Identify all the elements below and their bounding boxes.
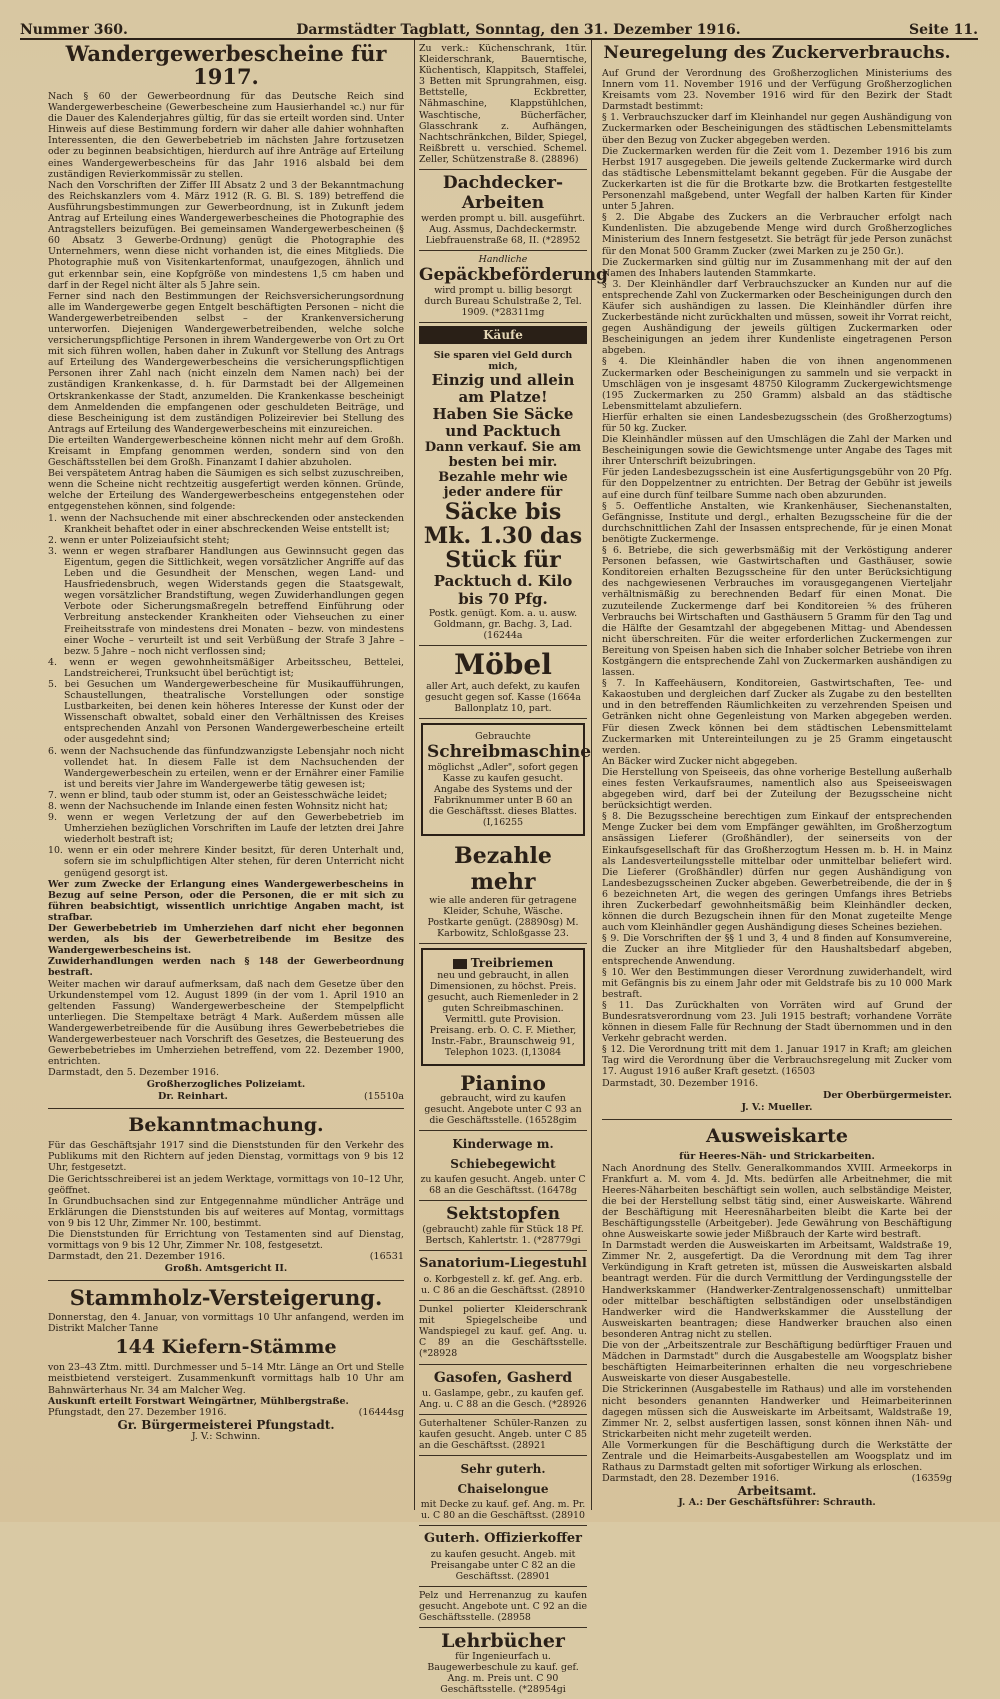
- ad-schreibmaschine: [421, 723, 592, 836]
- ad-text: neu und gebraucht, in allen Dimensionen, zu höchst. Preis. gesucht, auch Riemenleder in 2 guten Schreibmaschinen. Vermittl. gute Provision. Preisang. erb. O. C. F. Miether, Instr.-Fabr., Braunschweig 91, Telephon 1023. (I,13084: [427, 970, 579, 1059]
- ad-text: gebraucht, wird zu kaufen gesucht. Angebote unter C 93 an die Geschäftsstelle. (16528gim: [424, 1093, 582, 1127]
- column-ads: [414, 40, 608, 1696]
- list-item: 6. wenn der Nachsuchende das fünfundzwanzigste Lebensjahr noch nicht vollendet hat. In diesem Falle ist dem Nachsuchenden der Wandergewerbeschein zu erteilen, wenn er der Ernährer einer Familie ist und bereits vier Jahre im Wandergewerbe tätig gewesen ist;: [48, 745, 404, 790]
- signature-date: Pfungstadt, den 27. Dezember 1916.: [48, 1406, 227, 1418]
- ad-title: Gasofen, Gasherd: [433, 1369, 573, 1386]
- ad-title: Kinderwage m. Schiebegewicht: [450, 1137, 556, 1172]
- paragraph: von 23–43 Ztm. mittl. Durchmesser und 5–14 Mtr. Länge an Ort und Stelle meistbietend versteigert. Zusammenkunft vormittags halb 10 Uhr am Bahnwärterhaus Nr. 34 am Malcher Weg.: [48, 1362, 404, 1396]
- ad-text: Angabe des Systems und der Fabriknummer unter B 60 an die Geschäftsst. dieses Blattes. (I,16255: [429, 784, 577, 829]
- ad-bezahle-mehr: [419, 840, 587, 944]
- signature-date: Darmstadt, den 28. Dezember 1916.: [602, 1473, 780, 1485]
- ad-text: werden prompt u. bill. ausgeführt. Aug. Assmus, Dachdeckermstr. Liebfrauenstraße 68, II. (*28952: [420, 213, 586, 247]
- list-item: 5. bei Gesuchen um Wandergewerbescheine für Musikaufführungen, Schaustellungen, theatralische Vorstellungen oder sonstige Lustbarkeiten, bei denen kein höheres Interesse der Kunst oder der Wissenschaft obwaltet, sobald einer den Verhältnissen des Kreises entsprechenden Anzahl von Personen Wandergewerbescheine erteilt oder ausgedehnt sind;: [48, 678, 404, 746]
- paragraph: Die Gerichtsschreiberei ist an jedem Werktage, vormittags von 10–12 Uhr, geöffnet.: [48, 1173, 404, 1196]
- page-number: Seite 11.: [909, 22, 978, 38]
- paragraph: Auf Grund der Verordnung des Großherzoglichen Ministeriums des Innern vom 11. November 1916 und der Verfügung Großherzoglichen Kreisamts vom 23. November 1916 wird für den Bezirk der Stadt Darmstadt bestimmt:: [602, 68, 952, 113]
- paragraph: Für jeden Landesbezugsschein ist eine Ausfertigungsgebühr von 20 Pfg. für den Doppelzentner zu entrichten. Der Betrag der Gebühr ist jeweils auf eine durch fünf teilbare Summe nach oben abzurunden.: [602, 467, 952, 501]
- signature-date: Darmstadt, den 21. Dezember 1916.: [48, 1251, 226, 1263]
- masthead-line: Darmstädter Tagblatt, Sonntag, den 31. Dezember 1916.: [296, 22, 741, 38]
- ad-saecke: [419, 347, 587, 646]
- paragraph: § 11. Das Zurückhalten von Vorräten wird auf Grund der Bundesratsverordnung vom 23. Juli 1915 bestraft; vorhandene Vorräte können in diesem Falle für Rechnung der Stadt übernommen und in den Verkehr gebracht werden.: [602, 999, 952, 1045]
- ad-gepaeck: [419, 251, 608, 323]
- ad-text: (gebraucht) zahle für Stück 18 Pf. Bertsch, Kahlertstr. 1. (*28779gi: [422, 1224, 584, 1247]
- article-title-ausweiskarte: Ausweiskarte: [706, 1124, 848, 1147]
- ad-title: Bezahle mehr: [454, 843, 552, 896]
- ad-offizierkoffer: [419, 1526, 587, 1587]
- paragraph: Ferner sind nach den Bestimmungen der Reichsversicherungsordnung alle im Wandergewerbe gegen Entgelt beschäftigten Personen – nicht die Wandergewerbetreibenden selbst – der Krankenversicherung unterworfen. Diejenigen Wandergewerbetreibenden, welche solche versicherungspflichtige Personen in ihrem Wandergewerbe von Ort zu Ort mit sich führen wollen, haben daher in Zukunft vor Stellung des Antrags auf Erteilung des Wandergewerbescheins die versicherungspflichtigen Personen ihrer Zahl nach (nicht einzeln dem Namen nach) bei der zuständigen Krankenkasse, d. h. für Darmstadt bei der Allgemeinen Ortskrankenkasse der Stadt, anzumelden. Die Krankenkasse bescheinigt dem Anmeldenden die empfangenen oder geschuldeten Beiträge, und diese Bescheinigung ist dem zuständigen Polizeirevier bei Stellung des Antrags auf Erteilung des Wandergewerbescheins mit einzureichen.: [48, 290, 404, 435]
- paragraph: In Grundbuchsachen sind zur Entgegennahme mündlicher Anträge und Erklärungen die Dienststunden bis auf weiteres auf Montag, vormittags von 9 bis 12 Uhr, Zimmer Nr. 100, bestimmt.: [48, 1195, 404, 1229]
- paragraph: § 2. Die Abgabe des Zuckers an die Verbraucher erfolgt nach Kundenlisten. Die abzugebende Menge wird durch Großherzogliches Ministerium des Innern festgesetzt. Sie beträgt für jede Person zunächst für den Monat 500 Gramm Zucker (zwei Marken zu je 250 Gr.).: [602, 212, 952, 257]
- list-item: 10. wenn er ein oder mehrere Kinder besitzt, für deren Unterhalt und, sofern sie im schulpflichtigen Alter stehen, für deren Unterricht nicht genügend gesorgt ist.: [48, 845, 404, 879]
- paragraph: § 4. Die Kleinhändler haben die von ihnen angenommenen Zuckermarken oder Bescheinigungen zu sammeln und sie verpackt in Umschlägen von je insgesamt 48750 Kilogramm Zuckergewichtsmenge (195 Zuckermarken zu 250 Gramm) alsbald an das städtische Lebensmittelamt abzuliefern.: [602, 356, 952, 412]
- ad-moebel: [419, 646, 587, 719]
- headline-kiefern: 144 Kiefern-Stämme: [115, 1336, 337, 1359]
- paragraph: Die von der „Arbeitszentrale zur Beschäftigung bedürftiger Frauen und Mädchen in Darmstadt" durch die Ausgabestelle am Woogsplatz bisher beschäftigten Heimarbeiterinnen erhalten die neu vorgeschriebene Ausweiskarte von dieser Ausgabestelle.: [602, 1340, 952, 1385]
- signature-office: Großherzogliches Polizeiamt.: [146, 1079, 306, 1091]
- ad-text: wird prompt u. billig besorgt durch Bureau Schulstraße 2, Tel. 1909. (*28311mg: [424, 285, 582, 319]
- page-header: [20, 14, 978, 40]
- list-item: 3. wenn er wegen strafbarer Handlungen aus Gewinnsucht gegen das Eigentum, gegen die Sittlichkeit, wegen vorsätzlicher Angriffe auf das Leben und die Gesundheit der Menschen, wegen Land- und Hausfriedensbruch, wegen Widerstands gegen die Staatsgewalt, wegen vorsätzlicher Brandstiftung, wegen Zuwiderhandlungen gegen Verbote oder Sicherungsmaßregeln betreffend Einführung oder Verbreitung ansteckender Krankheiten oder Viehseuchen zu einer Freiheitsstrafe von mindestens drei Monaten – bezw. von mindestens einer Woche – verurteilt ist und seit Verbüßung der Strafe 3 Jahre – bezw. 5 Jahre – noch nicht verflossen sind;: [48, 545, 404, 657]
- ad-title: Möbel: [454, 648, 552, 682]
- paragraph: Die Strickerinnen (Ausgabestelle im Rathaus) und alle im vorstehenden nicht besonders genannten Handwerker und Heimarbeiterinnen dagegen müssen sich die Ausweiskarte im Arbeitsamt, Waldstraße 19, Zimmer Nr. 2, selbst ausfertigen lassen, sonst können ihnen Näh- und Strickarbeiten nicht mehr zugeteilt werden.: [602, 1384, 952, 1440]
- ad-lehrbuecher: [419, 1628, 587, 1699]
- signature-name: Dr. Reinhart.: [158, 1091, 228, 1103]
- paragraph: Auskunft erteilt Forstwart Weingärtner, Mühlbergstraße.: [48, 1395, 349, 1407]
- article-title-bekanntmachung: Bekanntmachung.: [128, 1114, 324, 1137]
- ad-title: Sanatorium-Liegestuhl: [419, 1256, 587, 1272]
- ad-pelz: [419, 1587, 587, 1628]
- ad-text: u. Gaslampe, gebr., zu kaufen gef. Ang. u. C 88 an die Gesch. (*28926: [419, 1387, 587, 1410]
- ad-text: Dunkel polierter Kleiderschrank mit Spiegelscheibe und Wandspiegel zu kauf. gef. Ang. u. C 89 an die Geschäftsstelle. (*28928: [419, 1304, 587, 1360]
- ad-text: Bezahle mehr wie jeder andere für: [438, 470, 568, 501]
- paragraph: § 7. In Kaffeehäusern, Konditoreien, Gastwirtschaften, Tee- und Kakaostuben und dergleichen darf Zucker als Zugabe zu den bestellten und in den betreffenden Räumlichkeiten zu verzehrenden Speisen und Getränken nicht ohne Gegenleistung von Marken abgegeben werden. Für diesen Zweck können bei dem städtischen Lebensmittelamt Zuckermarken mit Untereinteilungen zu je 25 Gramm eingetauscht werden.: [602, 678, 952, 756]
- list-item: 8. wenn der Nachsuchende im Inlande einen festen Wohnsitz nicht hat;: [48, 801, 388, 812]
- ad-title: Schreibmaschine: [427, 742, 592, 763]
- signature-name: J. V.: Schwinn.: [191, 1430, 261, 1442]
- section-header-kaeufe: Käufe: [419, 326, 587, 344]
- ad-chaiselongue: [419, 1456, 587, 1526]
- paragraph: Nach § 60 der Gewerbeordnung für das Deutsche Reich sind Wandergewerbescheine (Gewerbescheine zum Hausierhandel ꝛc.) nur für die Dauer des Kalenderjahres gültig, für das sie erteilt worden sind. Unter Hinweis auf diese Bestimmung fordern wir daher alle dahier wohnhaften Interessenten, die den Gewerbebetrieb im nächsten Jahre fortzusetzen oder zu beginnen beabsichtigen, hierdurch auf ihre Anträge auf Erteilung eines Wandergewerbescheins für das Jahr 1916 alsbald bei dem zuständigen Revierkommissär zu stellen.: [48, 91, 404, 180]
- ad-text: zu kaufen gesucht. Angeb. unter C 68 an die Geschäftsst. (16478g: [420, 1174, 586, 1197]
- paragraph: Weiter machen wir darauf aufmerksam, daß nach dem Gesetze über den Urkundenstempel vom 12. August 1899 (in der vom 1. April 1910 an geltenden Fassung) Wandergewerbescheine der Stempelpflicht unterliegen. Die Stempeltaxe beträgt 4 Mark. Außerdem müssen alle Wandergewerbetreibende für die Ausübung ihres Gewerbebetriebes die Wandergewerbesteuer nach Vorschrift des Gesetzes, die Besteuerung des Gewerbebetriebes im Umherziehen betreffend, vom 22. Dezember 1900, entrichten.: [48, 978, 404, 1068]
- list-item: 9. wenn er wegen Verletzung der auf den Gewerbebetrieb im Umherziehen bezüglichen Vorschriften im Laufe der letzten drei Jahre wiederholt bestraft ist;: [48, 812, 404, 846]
- list-item: 2. wenn er unter Polizeiaufsicht steht;: [48, 534, 230, 546]
- paragraph: Zuwiderhandlungen werden nach § 148 der Gewerbeordnung bestraft.: [48, 956, 404, 979]
- ad-text: Zu verk.: Küchenschrank, 1tür. Kleiderschrank, Bauerntische, Küchentisch, Klappitsch, Staffelei, 3 Betten mit Sprungrahmen, eisg. Bettstelle, Eckbretter, Nähmaschine, Klappstühlchen, Waschtische, Bücherfächer, Glasschrank z. Aufhängen, Nachtschränkchen, Bilder, Spiegel, Reißbrett u. verschied. Schemel. Zeller, Schützenstraße 8. (28896): [419, 43, 587, 165]
- paragraph: Die Dienststunden für Errichtung von Testamenten sind auf Dienstag, vormittags von 9 bis 12 Uhr, Zimmer Nr. 108, festgesetzt.: [48, 1229, 404, 1252]
- ad-kicker: Gebrauchte: [475, 731, 531, 743]
- paragraph: § 10. Wer den Bestimmungen dieser Verordnung zuwiderhandelt, wird mit Gefängnis bis zu einem Jahr oder mit Geldstrafe bis zu 10 000 Mark bestraft.: [602, 966, 952, 1000]
- paragraph: § 5. Oeffentliche Anstalten, wie Krankenhäuser, Siechenanstalten, Gefängnisse, Institute und dergl., erhalten Bezugsscheine für die der durchschnittlichen Zahl der Insassen entsprechende, für je einen Monat benötigte Zuckermenge.: [602, 500, 952, 545]
- ad-text: für Ingenieurfach u. Baugewerbeschule zu kauf. gef. Ang. m. Preis unt. C 90 Geschäftsstelle. (*28954gi: [427, 1651, 579, 1696]
- ad-title: Sektstopfen: [446, 1204, 560, 1225]
- reference-number: (16444sg: [358, 1406, 404, 1418]
- paragraph: § 1. Verbrauchszucker darf im Kleinhandel nur gegen Aushändigung von Zuckermarken oder Bescheinigungen des städtischen Lebensmittelamts über den Bezug von Zucker abgegeben werden.: [602, 112, 952, 146]
- ad-text: Haben Sie Säcke und Packtuch: [432, 405, 574, 441]
- list-item: 1. wenn der Nachsuchende mit einer abschreckenden oder ansteckenden Krankheit behaftet oder in einer abschreckenden Weise entstellt ist;: [48, 512, 404, 535]
- paragraph: Die Kleinhändler müssen auf den Umschlägen die Zahl der Marken und Bescheinigungen sowie die Gewichtsmenge unter Angabe des Tages mit ihrer Unterschrift beizubringen.: [602, 434, 952, 468]
- paragraph: Wer zum Zwecke der Erlangung eines Wandergewerbescheins in Bezug auf seine Person, oder die Personen, die er mit sich zu führen beabsichtigt, wissentlich unrichtige Angaben macht, ist strafbar.: [48, 878, 404, 923]
- paragraph: Für das Geschäftsjahr 1917 sind die Dienststunden für den Verkehr des Publikums mit den Richtern auf jeden Dienstag, vormittags von 9 bis 12 Uhr, festgesetzt.: [48, 1140, 404, 1174]
- paragraph: § 6. Betriebe, die sich gewerbsmäßig mit der Verköstigung anderer Personen befassen, wie Gastwirtschaften und Gasthäuser, sowie Konditoreien erhalten Bezugsscheine für den unter Berücksichtigung des nachgewiesenen Verbrauches im vorausgegangenen Vierteljahr verhältnismäßig zu berechnenden Bedarf für einen Monat. Die zuzuteilende Zuckermenge darf bei Konditoreien ⁵⁄₆ des früheren Verbrauchs bei Wirtschaften und Gasthäusern 5 Gramm für den Tag und die Hälfte der Gesamtzahl der abgegebenen Mittag- und Abendessen nicht überschreiten. Für die weiter erforderlichen Zuckermengen zur Bereitung von Speisen haben sich die Inhaber solcher Betriebe von ihren Kostgängern die entsprechende Zahl von Zuckermarken aushändigen zu lassen.: [602, 545, 952, 679]
- signature-name: J. A.: Der Geschäftsführer: Schrauth.: [678, 1497, 876, 1509]
- ad-kicker: Handliche: [478, 254, 528, 266]
- signature-name: J. V.: Mueller.: [741, 1101, 813, 1113]
- signature-office: Arbeitsamt.: [737, 1484, 817, 1499]
- signature-office: Gr. Bürgermeisterei Pfungstadt.: [117, 1417, 335, 1432]
- paragraph: Die Zuckermarken werden für die Zeit vom 1. Dezember 1916 bis zum Herbst 1917 ausgegeben. Die jeweils geltende Zuckermarke wird durch das städtische Lebensmittelamt bekannt gegeben. Für die Ausgabe der Zuckerkarten ist die für die Brotkarte bzw. die Brotkarten festgestellte Personenzahl maßgebend, unter Wegfall der halben Karten für Kinder unter 5 Jahren.: [602, 145, 952, 213]
- paragraph: § 12. Die Verordnung tritt mit dem 1. Januar 1917 in Kraft; am gleichen Tag wird die Verordnung über die Verbrauchsregelung mit Zucker vom 17. August 1916 außer Kraft gesetzt. (16503: [602, 1044, 952, 1078]
- ad-kinderwage: [419, 1131, 587, 1201]
- ad-text: o. Korbgestell z. kf. gef. Ang. erb. u. C 86 an die Geschäftsst. (28910: [421, 1274, 585, 1297]
- paragraph: Nach den Vorschriften der Ziffer III Absatz 2 und 3 der Bekanntmachung des Reichskanzlers vom 4. März 1912 (R. G. Bl. S. 189) betreffend die Ausführungsbestimmungen zur Gewerbeordnung, ist in Zukunft jedem Antrag auf Erteilung eines Wandergewerbescheines die Photographie des Antragstellers beizufügen. Bei gemeinsamen Wandergewerbescheinen (§ 60 Absatz 3 Gewerbe-Ordnung) genügt die Photographie des Unternehmers, wenn diese nicht vorhanden ist, die eines Mitglieds. Die Photographie muß von Visitenkartenformat, unaufgezogen, ähnlich und gut erkennbar sein, eine Kopfgröße von mindestens 1,5 cm haben und darf in der Regel nicht älter als 5 Jahre sein.: [48, 179, 404, 291]
- ad-sektstopfen: [419, 1201, 587, 1251]
- paragraph: Alle Vormerkungen für die Beschäftigung durch die Werkstätte der Zentrale und die Heimarbeits-Ausgabestellen am Woogsplatz und im Rathaus zu Darmstadt gelten mit sofortiger Wirkung als erloschen.: [602, 1439, 952, 1474]
- ad-title: Guterh. Offizierkoffer: [423, 1530, 583, 1546]
- ad-title: Lehrbücher: [441, 1630, 565, 1653]
- ad-dachdecker: [419, 170, 587, 251]
- ad-text: Dann verkauf. Sie am besten bei mir.: [424, 440, 582, 471]
- ad-text: Pelz und Herrenanzug zu kaufen gesucht. Angebote unt. C 92 an die Geschäftsstelle. (28958: [419, 1589, 587, 1623]
- ad-kleiderschrank: [419, 1301, 587, 1364]
- reference-number: (15510a: [364, 1091, 404, 1103]
- paragraph: § 9. Die Vorschriften der §§ 1 und 3, 4 und 8 finden auf Konsumvereine, die Zucker an ihre Mitglieder für den Haushaltsbedarf abgeben, entsprechende Anwendung.: [602, 933, 952, 967]
- list-item: 4. wenn er wegen gewohnheitsmäßiger Arbeitsscheu, Bettelei, Landstreicherei, Trunksucht übel berüchtigt ist;: [48, 656, 404, 679]
- ad-text: aller Art, auch defekt, zu kaufen gesucht gegen sof. Kasse (1664a Ballonplatz 10, part.: [425, 681, 581, 715]
- ad-treibriemen: [421, 948, 585, 1066]
- paragraph: An Bäcker wird Zucker nicht abgegeben.: [602, 755, 798, 767]
- ad-headline: Säcke bis Mk. 1.30 das Stück für: [423, 499, 583, 574]
- signature-date: Darmstadt, 30. Dezember 1916.: [602, 1077, 759, 1089]
- divider: [48, 1280, 404, 1281]
- ad-title: Dachdecker-Arbeiten: [442, 173, 564, 214]
- article-title-wandergewerbe: Wandergewerbescheine für 1917.: [65, 41, 387, 89]
- column-right: [596, 40, 952, 1510]
- paragraph: § 8. Die Bezugsscheine berechtigen zum Einkauf der entsprechenden Menge Zucker bei dem vom Empfänger gewählten, im Großherzogtum ansässigen Lieferer (Großhändler), der seinerseits von der Einkaufsgesellschaft für das Großherzogtum Hessen m. b. H. in Mainz als Landesverteilungsstelle mittelbar oder unmittelbar beliefert wird. Die Lieferer (Großhändler) dürfen nur gegen Aushändigung von Landesbezugsscheinen Zucker abgeben. Gewerbetreibende, die der in § 6 bezeichneten Art, die wegen des geringen Umfangs ihres Betriebs ihren Zuckerbedarf gewohnheitsmäßig beim Kleinhändler decken, können die durch Bezugschein ihnen für den Monat zugeteilte Menge auch vom Kleinhändler gegen Aushändigung dieses Scheines beziehen.: [602, 811, 952, 934]
- divider: [48, 1108, 404, 1109]
- list-item: 7. wenn er blind, taub oder stumm ist, oder an Geistesschwäche leidet;: [48, 789, 388, 801]
- ad-text: Postk. genügt. Kom. a. u. ausw. Goldmann, gr. Bachg. 3, Lad. (16244a: [428, 608, 578, 642]
- signature-date: Darmstadt, den 5. Dezember 1916.: [48, 1067, 220, 1079]
- reference-number: (16359g: [911, 1473, 952, 1485]
- paragraph: In Darmstadt werden die Ausweiskarten im Arbeitsamt, Waldstraße 19, Zimmer Nr. 2, ausgefertigt. Da die Verordnung mit dem Tag ihrer Verkündigung in Kraft getreten ist, müssen die Ausweiskarten alsbald beantragt werden. Für die durch Vermittlung der Verdingungsstelle der Handwerkskammer (Handwerker-Zentralgenossenschaft) unmittelbar oder mittelbar beschäftigten selbständigen oder unselbständigen Handwerker wird die Handwerkskammer die Ausstellung der Ausweiskarten beantragen; diese Handwerker brauchen also einen besonderen Antrag nicht zu stellen.: [602, 1240, 952, 1340]
- ad-zu-verkaufen: [419, 40, 587, 170]
- ad-title: Sehr guterh. Chaiselongue: [457, 1461, 549, 1496]
- belt-icon: [453, 959, 467, 969]
- ad-text: zu kaufen gesucht. Angeb. mit Preisangabe unter C 82 an die Geschäftsst. (28901: [430, 1548, 576, 1582]
- divider: [602, 1119, 952, 1120]
- ad-text: Einzig und allein am Platze!: [431, 371, 575, 407]
- signature-office: Der Oberbürgermeister.: [823, 1089, 952, 1101]
- paragraph: Hierfür erhalten sie einen Landesbezugsschein (des Großherzogtums) für 50 kg. Zucker.: [602, 411, 952, 434]
- paragraph: § 3. Der Kleinhändler darf Verbrauchszucker an Kunden nur auf die entsprechende Zahl von Zuckermarken oder Bescheinigungen durch den Käufer sich aushändigen zu lassen. Die Kleinhändler dürfen ihre Zuckerbestände nicht zurückhalten und müssen, soweit ihr Vorrat reicht, gegen Aushändigung der jeweils gültigen Zuckermarken oder Bescheinigungen an jedem ihrer Kundenliste eingetragenen Person abgeben.: [602, 278, 952, 357]
- ad-liegestuhl: [419, 1251, 587, 1301]
- reasons-list: [48, 513, 404, 879]
- article-subtitle: für Heeres-Näh- und Strickarbeiten.: [679, 1150, 875, 1162]
- ad-text: mit Decke zu kauf. gef. Ang. m. Pr. u. C 80 an die Geschäftsst. (28910: [420, 1498, 586, 1521]
- paragraph: Die Zuckermarken sind gültig nur im Zusammenhang mit der auf den Namen des Inhabers lautenden Stammkarte.: [602, 256, 952, 279]
- paragraph: Nach Anordnung des Stellv. Generalkommandos XVIII. Armeekorps in Frankfurt a. M. vom 4. Jd. Mts. bedürfen alle Arbeitnehmer, die mit Heeres-Näharbeiten beschäftigt sein wollen, auch selbständige Meister, die bei der Herstellung selbst tätig sind, einer Ausweiskarte. Während der Beschäftigung mit Heeresnäharbeiten bleibt die Karte bei der Beschäftigungsstelle (Arbeitgeber). Jede Gewährung von Beschäftigung ohne Ausweiskarte sowie jeder Mißbrauch der Karte wird bestraft.: [602, 1162, 952, 1241]
- paragraph: Donnerstag, den 4. Januar, von vormittags 10 Uhr anfangend, werden im Distrikt Malcher Tanne: [48, 1312, 404, 1335]
- paragraph: Die Herstellung von Speiseeis, das ohne vorherige Bestellung außerhalb eines festen Verkaufsraumes, namentlich also aus Speiseeiswagen abgegeben wird, darf bei der Zuteilung der Bezugsscheine nicht berücksichtigt werden.: [602, 766, 952, 812]
- ad-ranzen: [419, 1415, 587, 1456]
- signature-office: Großh. Amtsgericht II.: [164, 1263, 288, 1275]
- ad-text: möglichst „Adler", sofort gegen Kasse zu kaufen gesucht.: [427, 762, 579, 785]
- paragraph: Der Gewerbebetrieb im Umherziehen darf nicht eher begonnen werden, als bis der Gewerbetreibende im Besitze des Wandergewerbescheins ist.: [48, 923, 404, 957]
- paragraph: Bei verspätetem Antrag haben die Säumigen es sich selbst zuzuschreiben, wenn die Scheine nicht rechtzeitig ausgefertigt werden können. Gründe, welche der Erteilung des Wandergewerbescheins entgegenstehen oder entgegenstehen können, sind folgende:: [48, 468, 404, 513]
- ad-text: Packtuch d. Kilo bis 70 Pfg.: [433, 572, 573, 609]
- article-title-stammholz: Stammholz-Versteigerung.: [69, 1285, 383, 1311]
- ad-text: Sie sparen viel Geld durch mich,: [433, 350, 573, 373]
- ad-gasofen: [419, 1365, 587, 1415]
- column-left: [48, 40, 410, 1510]
- ad-text: wie alle anderen für getragene Kleider, Schuhe, Wäsche. Postkarte genügt. (28890sg) M. Karbowitz, Schloßgasse 23.: [427, 895, 579, 940]
- ad-title: Treibriemen: [470, 956, 554, 971]
- ad-text: Guterhaltener Schüler-Ranzen zu kaufen gesucht. Angeb. unter C 85 an die Geschäftsst. (28921: [419, 1417, 587, 1451]
- ad-title: Pianino: [460, 1071, 546, 1096]
- paragraph: Die erteilten Wandergewerbescheine können nicht mehr auf dem Großh. Kreisamt in Empfang genommen werden, sondern sind von den Geschäftsstellen bei dem Großh. Finanzamt I dahier abzuholen.: [48, 434, 404, 469]
- ad-pianino: [419, 1070, 587, 1131]
- reference-number: (16531: [369, 1251, 404, 1263]
- article-title-zucker: Neuregelung des Zuckerverbrauchs.: [603, 43, 951, 63]
- issue-number: Nummer 360.: [20, 22, 128, 38]
- ad-title: Gepäckbeförderung: [419, 265, 608, 286]
